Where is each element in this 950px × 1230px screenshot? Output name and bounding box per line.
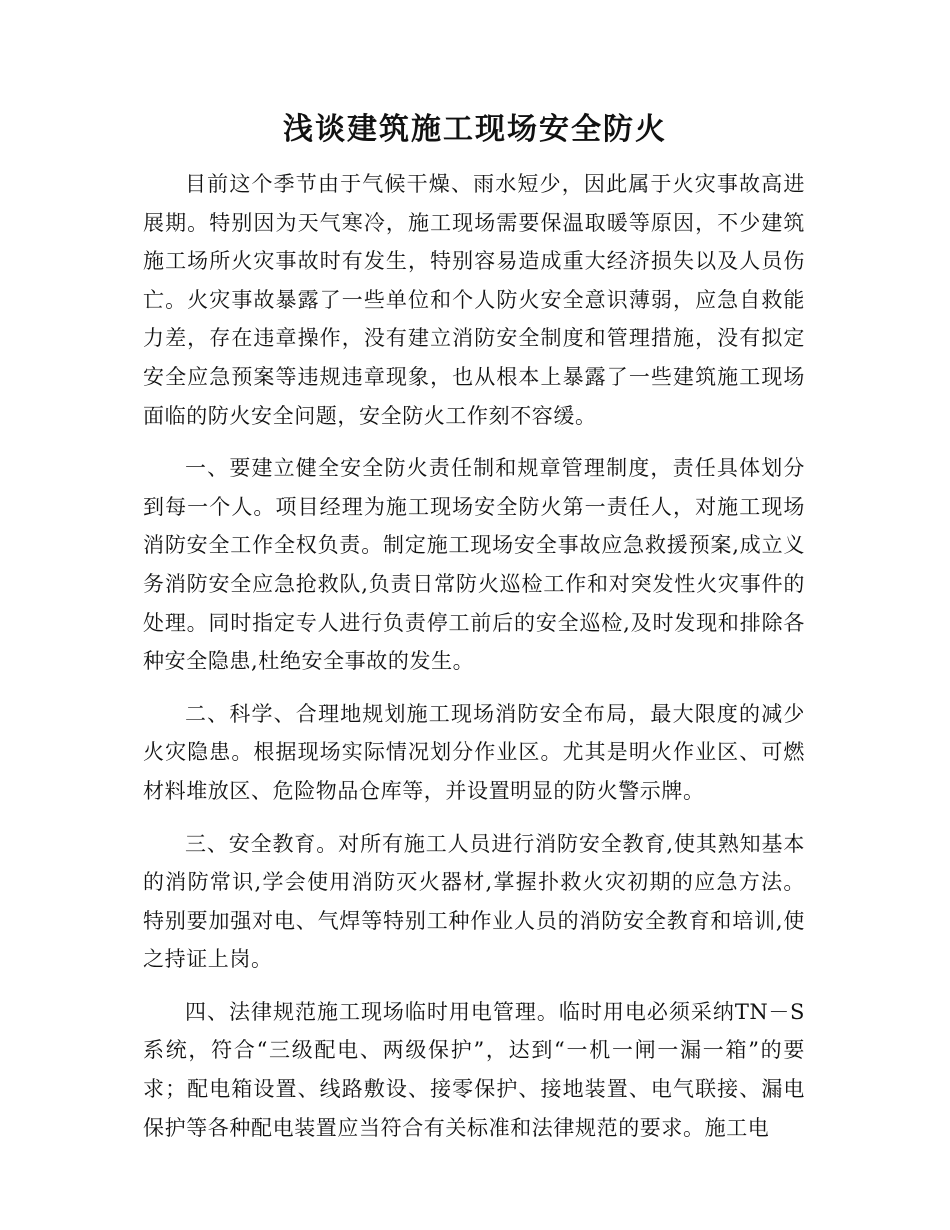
- paragraph-section-2: 二、科学、合理地规划施工现场消防安全布局，最大限度的减少火灾隐患。根据现场实际情况划分作业区。尤其是明火作业区、可燃材料堆放区、危险物品仓库等，并设置明显的防火警示牌。: [143, 701, 805, 803]
- paragraph-intro: 目前这个季节由于气候干燥、雨水短少，因此属于火灾事故高进展期。特别因为天气寒冷，施工现场需要保温取暖等原因，不少建筑施工场所火灾事故时有发生，特别容易造成重大经济损失以及人员伤亡。火灾事故暴露了一些单位和个人防火安全意识薄弱，应急自救能力差，存在违章操作，没有建立消防安全制度和管理措施，没有拟定安全应急预案等违规违章现象，也从根本上暴露了一些建筑施工现场面临的防火安全问题，安全防火工作刻不容缓。: [143, 172, 805, 428]
- document-body: [143, 165, 805, 1161]
- paragraph-section-1: 一、要建立健全安全防火责任制和规章管理制度，责任具体划分到每一个人。项目经理为施工现场安全防火第一责任人，对施工现场消防安全工作全权负责。制定施工现场安全事故应急救援预案,成立义务消防安全应急抢救队,负责日常防火巡检工作和对突发性火灾事件的处理。同时指定专人进行负责停工前后的安全巡检,及时发现和排除各种安全隐患,杜绝安全事故的发生。: [143, 456, 805, 674]
- document-title: 浅谈建筑施工现场安全防火: [283, 112, 667, 147]
- paragraph-section-3: 三、安全教育。对所有施工人员进行消防安全教育,使其熟知基本的消防常识,学会使用消防灭火器材,掌握扑救火灾初期的应急方法。特别要加强对电、气焊等特别工种作业人员的消防安全教育和培训,使之持证上岗。: [143, 831, 805, 972]
- paragraph-section-4: 四、法律规范施工现场临时用电管理。临时用电必须采纳TN－S系统，符合“三级配电、两级保护”，达到“一机一闸一漏一箱”的要求；配电箱设置、线路敷设、接零保护、接地装置、电气联接、漏电保护等各种配电装置应当符合有关标准和法律规范的要求。施工电: [143, 999, 805, 1140]
